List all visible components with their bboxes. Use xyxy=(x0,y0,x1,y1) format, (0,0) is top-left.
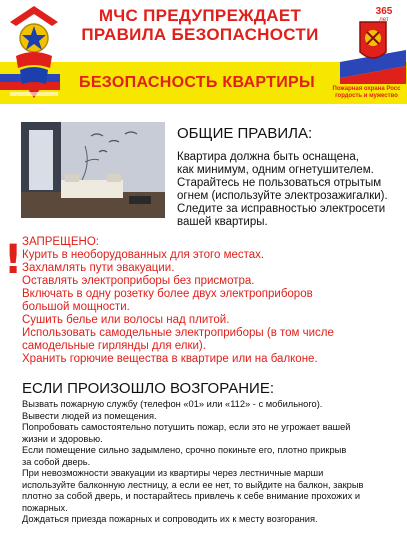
fire-instruction-line: При невозможности эвакуации из квартиры через лестничные марши xyxy=(22,468,324,478)
fire-instruction-line: Вызвать пожарную службу (телефон «01» или «112» - с мобильного). xyxy=(22,399,323,409)
general-rules-title: ОБЩИЕ ПРАВИЛА: xyxy=(177,125,313,142)
fire-instruction-line: Дождаться приезда пожарных и сопроводить их к месту возгорания. xyxy=(22,514,318,524)
general-rules-text: Квартира должна быть оснащена, как минимум, одним огнетушителем. Старайтесь не пользоваться отрытым огнем (используйте электрозажигалки). Следите за исправностью электросети вашей квартиры. xyxy=(177,151,388,228)
badge-caption-line2: гордость и мужество xyxy=(335,93,398,99)
header-subtitle: БЕЗОПАСНОСТЬ КВАРТИРЫ xyxy=(79,74,315,91)
fire-instruction-line: Если помещение сильно задымлено, срочно покиньте его, плотно прикрыв xyxy=(22,445,347,455)
fire-instruction-line: Вывести людей из помещения. xyxy=(22,410,157,421)
fire-instruction-line: жизни и здоровью. xyxy=(22,433,103,444)
badge-caption-line1: Пожарная охрана Росс xyxy=(332,86,401,92)
badge-unit: лет xyxy=(379,17,389,23)
forbidden-item: Сушить белье или волосы над плитой. xyxy=(22,314,230,326)
forbidden-item: самодельные гирлянды для елки). xyxy=(22,340,206,352)
badge-number: 365 xyxy=(375,6,393,17)
fire-instruction-line: за собой дверь. xyxy=(22,456,91,467)
forbidden-item: большой мощности. xyxy=(22,301,130,313)
fire-instruction-line: Попробовать самостоятельно потушить пожар, если это не угрожает вашей xyxy=(22,422,351,432)
header-title-line1: МЧС ПРЕДУПРЕЖДАЕТ xyxy=(98,6,302,25)
poster-header xyxy=(0,0,407,104)
forbidden-item: Использовать самодельные электроприборы (в том числе xyxy=(22,327,334,339)
forbidden-item: Оставлять электроприборы без присмотра. xyxy=(22,275,255,287)
forbidden-heading: ЗАПРЕЩЕНО: xyxy=(22,236,99,248)
mchs-emblem-icon xyxy=(6,4,62,100)
fire-instruction-line: плотно за собой дверь, и постарайтесь привлечь к себе внимание прохожих и xyxy=(22,491,361,501)
fire-instructions xyxy=(22,399,404,526)
forbidden-item: Захламлять пути эвакуации. xyxy=(22,262,175,274)
apartment-interior-photo xyxy=(21,122,165,218)
fire-service-365-logo-icon xyxy=(340,4,406,84)
header-title-line2: ПРАВИЛА БЕЗОПАСНОСТИ xyxy=(81,25,319,44)
forbidden-list xyxy=(22,236,402,366)
badge-caption xyxy=(326,86,407,100)
forbidden-item: Включать в одну розетку более двух электроприборов xyxy=(22,288,313,300)
fire-instruction-line: пожарных. xyxy=(22,502,68,513)
fire-instruction-line: используйте балконную лестницу, а если ее нет, то выйдите на балкон, закрыв xyxy=(22,479,364,490)
forbidden-item: Хранить горючие вещества в квартире или на балконе. xyxy=(22,353,318,365)
forbidden-item: Курить в необорудованных для этого местах. xyxy=(22,249,265,261)
exclamation-mark-icon: ! xyxy=(4,237,23,283)
fire-section-title: ЕСЛИ ПРОИЗОШЛО ВОЗГОРАНИЕ: xyxy=(22,380,274,397)
